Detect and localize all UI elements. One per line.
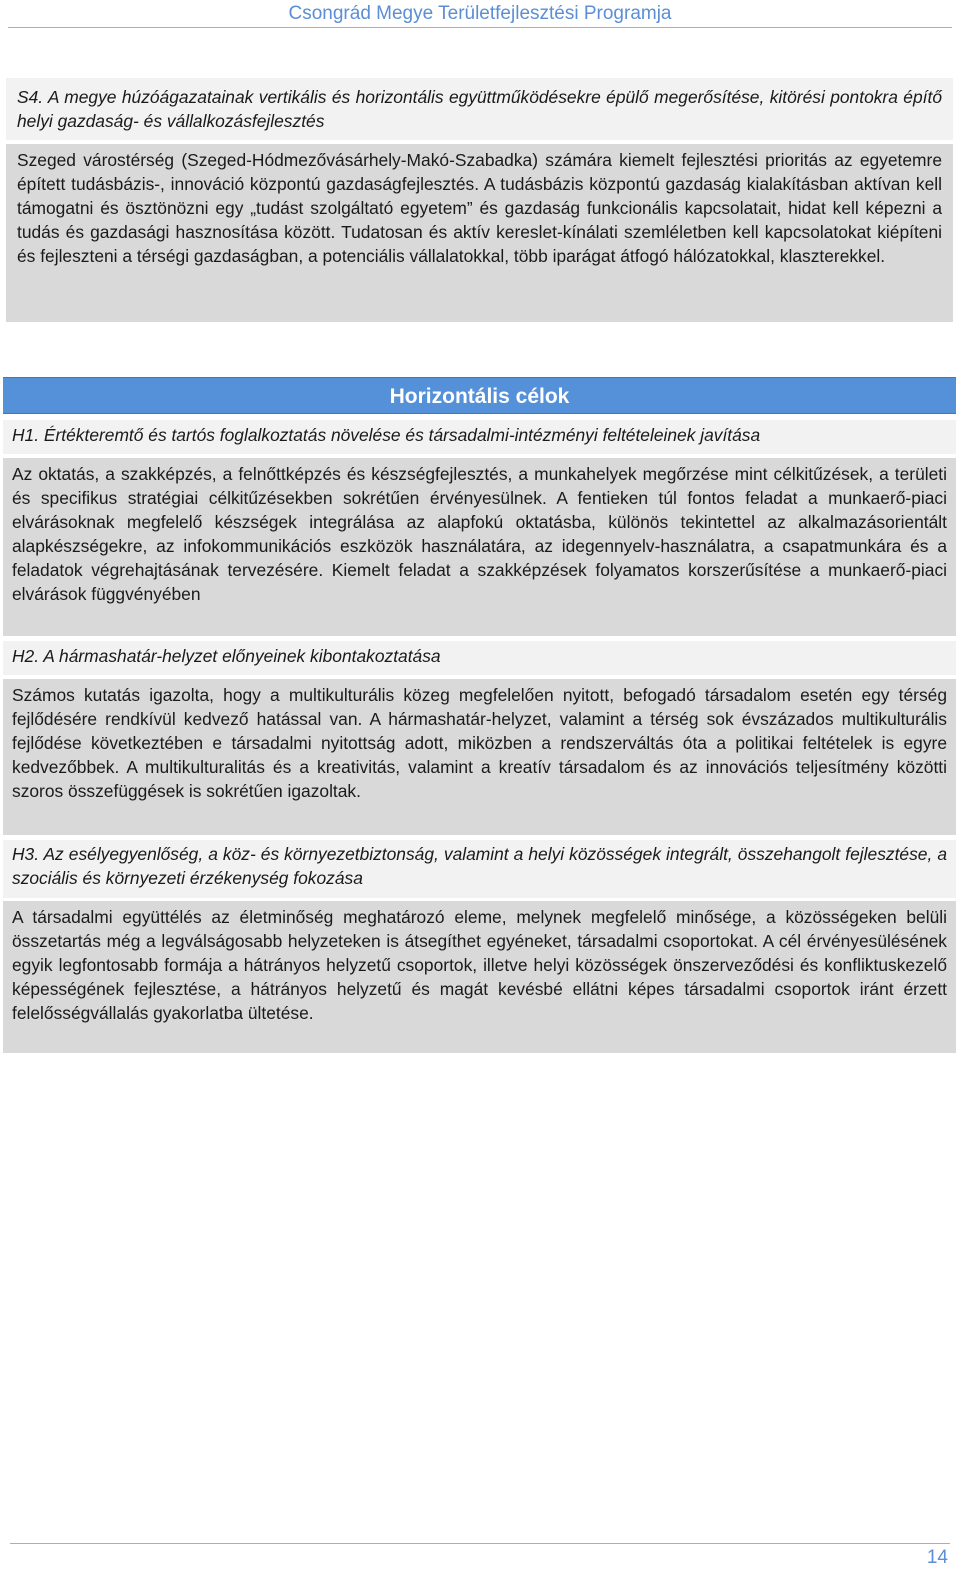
h3-title-text: H3. Az esélyegyenlőség, a köz- és környezetbiztonság, valamint a helyi közösségek integrált, összehangolt fejlesztése, a szociális és környezeti érzékenység fokozása [12, 844, 947, 888]
h2-body [3, 679, 956, 835]
s4-body-text: Szeged várostérség (Szeged-Hódmezővásárhely-Makó-Szabadka) számára kiemelt fejlesztési prioritás az egyetemre épített tudásbázis-, innováció központú gazdaságfejlesztés. A tudásbázis központú gazdaság kialakításban aktívan kell támogatni és ösztönözni egy „tudást szolgáltató egyetem” és gazdaság funkcionális kapcsolatait, hidat kell képezni a tudás és gazdasági hasznosítása között. Tudatosan és aktív kereslet-kínálati szemléletben kell kapcsolatokat kiépíteni és fejleszteni a térségi gazdaságban, a potenciális vállalatokkal, több iparágat átfogó hálózatokkal, klaszterekkel. [17, 150, 942, 266]
s4-title [6, 78, 953, 140]
h2-title-text: H2. A hármashatár-helyzet előnyeinek kibontakoztatása [12, 646, 441, 666]
h3-title [3, 840, 956, 898]
header-divider [8, 27, 952, 28]
h2-body-text: Számos kutatás igazolta, hogy a multikulturális közeg megfelelően nyitott, befogadó társadalom esetén egy térség fejlődésére rendkívül kedvező hatással van. A hármashatár-helyzet, valamint a térség sok évszázados multikulturális fejlődése következtében e társadalmi nyitottság adott, miközben a rendszerváltás óta a politikai feltételek is egyre kedvezőbbek. A multikulturalitás és a kreativitás, valamint a kreatív társadalom és az innovációs teljesítmény közötti szoros összefüggések is sokrétűen igazoltak. [12, 685, 947, 801]
footer-divider [10, 1543, 950, 1544]
h1-title [3, 420, 956, 454]
h1-title-text: H1. Értékteremtő és tartós foglalkoztatás növelése és társadalmi-intézményi feltételeinek javítása [12, 425, 761, 445]
s4-body [6, 144, 953, 322]
h1-body [3, 458, 956, 636]
section-title-banner: Horizontális célok [3, 377, 956, 414]
page-number: 14 [926, 1547, 948, 1568]
h3-body [3, 901, 956, 1053]
h1-body-text: Az oktatás, a szakképzés, a felnőttképzés és készségfejlesztés, a munkahelyek megőrzése mint célkitűzések, a területi és specifikus stratégiai célkitűzésekben sokrétűen érvényesülnek. A fentieken túl fontos feladat a munkaerő-piaci elvárásoknak megfelelő készségek integrálása az alapfokú oktatásba, különös tekintettel az alkalmazásorientált alapkészségekre, az infokommunikációs eszközök használatára, az idegennyelv-használatra, a csapatmunkára és a feladatok végrehajtásának tervezésére. Kiemelt feladat a szakképzések folyamatos korszerűsítése a munkaerő-piaci elvárások függvényében [12, 464, 947, 604]
s4-title-text: S4. A megye húzóágazatainak vertikális és horizontális együttműködésekre épülő megerősítése, kitörési pontokra építő helyi gazdaság- és vállalkozásfejlesztés [17, 87, 942, 131]
page-header: Csongrád Megye Területfejlesztési Programja [288, 3, 672, 24]
h3-body-text: A társadalmi együttélés az életminőség meghatározó eleme, melynek megfelelő minősége, a közösségeken belüli összetartás még a legválságosabb helyzeteken is átsegíthet egyéneket, társadalmi csoportokat. A cél érvényesülésének egyik legfontosabb formája a hátrányos helyzetű csoportok, illetve helyi közösségek önszerveződési és konfliktuskezelő képességének fejlesztése, a hátrányos helyzetű és magát kevésbé ellátni képes társadalmi csoportok iránt érzett felelősségvállalás gyakorlatba ültetése. [12, 907, 947, 1023]
h2-title [3, 641, 956, 675]
